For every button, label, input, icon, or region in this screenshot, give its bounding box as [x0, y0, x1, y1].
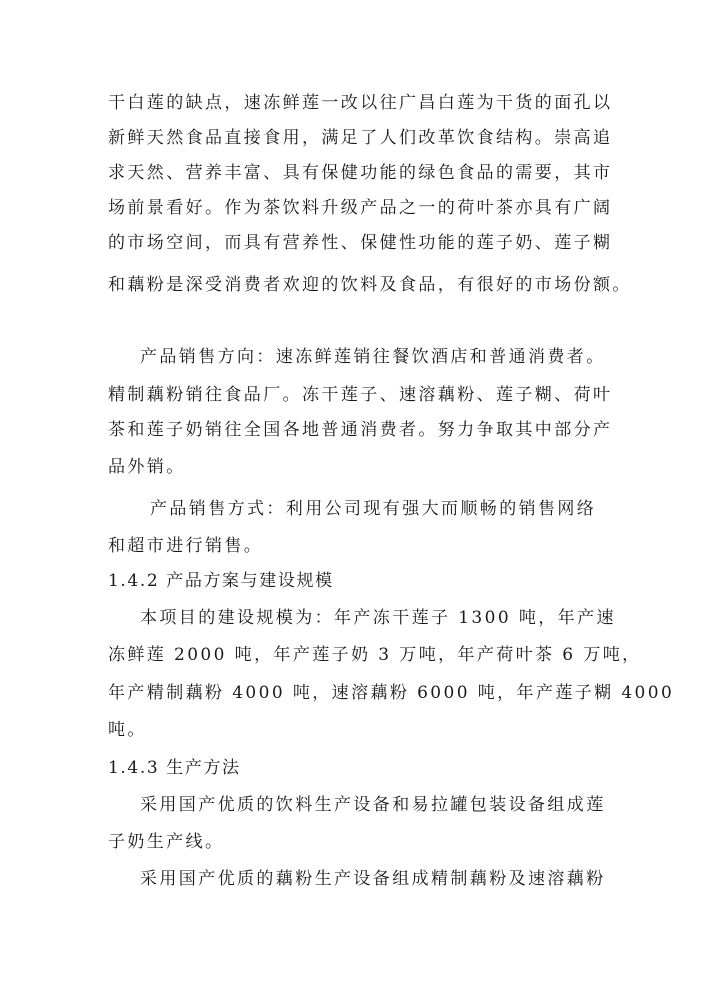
text-line: 干白莲的缺点，速冻鲜莲一改以往广昌白莲为干货的面孔以: [108, 93, 613, 113]
text-line: 的市场空间，而具有营养性、保健性功能的莲子奶、莲子糊: [108, 233, 613, 253]
text-line: 求天然、营养丰富、具有保健功能的绿色食品的需要，其市: [108, 163, 613, 183]
text-line: 吨。: [108, 720, 147, 740]
text-line: 年产精制藕粉 4000 吨，速溶藕粉 6000 吨，年产莲子糊 4000: [108, 683, 675, 703]
text-line: 冻鲜莲 2000 吨，年产莲子奶 3 万吨，年产荷叶茶 6 万吨，: [108, 645, 642, 665]
text-line: 产品销售方向：速冻鲜莲销往餐饮酒店和普通消费者。: [140, 347, 606, 367]
text-line: 品外销。: [108, 457, 186, 477]
text-line: 采用国产优质的饮料生产设备和易拉罐包装设备组成莲: [140, 795, 606, 815]
section-heading-product-plan: 1.4.2 产品方案与建设规模: [108, 571, 334, 591]
text-line: 采用国产优质的藕粉生产设备组成精制藕粉及速溶藕粉: [140, 869, 606, 889]
text-line: 和超市进行销售。: [108, 536, 264, 556]
text-line: 和藕粉是深受消费者欢迎的饮料及食品，有很好的市场份额。: [108, 275, 632, 295]
text-line: 本项目的建设规模为：年产冻干莲子 1300 吨，年产速: [140, 608, 616, 628]
text-line: 精制藕粉销往食品厂。冻干莲子、速溶藕粉、莲子糊、荷叶: [108, 385, 613, 405]
section-heading-production-method: 1.4.3 生产方法: [108, 758, 241, 778]
text-line: 茶和莲子奶销往全国各地普通消费者。努力争取其中部分产: [108, 420, 613, 440]
text-line: 子奶生产线。: [108, 832, 225, 852]
text-line: 产品销售方式：利用公司现有强大而顺畅的销售网络: [150, 499, 597, 519]
text-line: 新鲜天然食品直接食用，满足了人们改革饮食结构。崇高追: [108, 128, 613, 148]
text-line: 场前景看好。作为茶饮料升级产品之一的荷叶茶亦具有广阔: [108, 198, 613, 218]
